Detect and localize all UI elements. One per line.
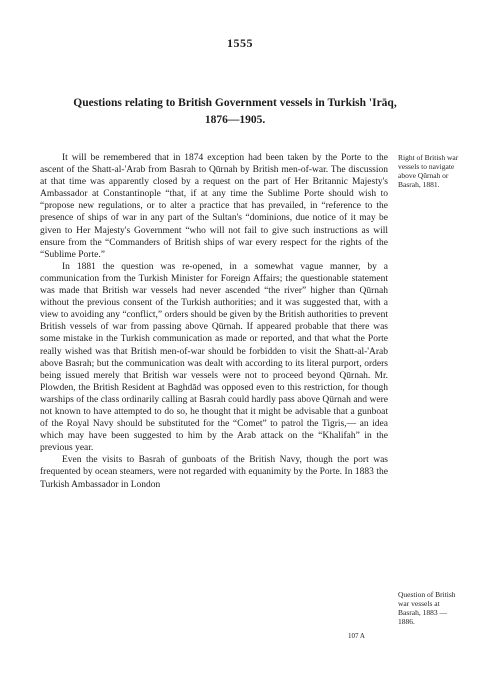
margin-note-1883: Question of British war vessels at Basrah, 1883 —1886. — [398, 590, 456, 626]
page-number: 1555 — [227, 36, 253, 50]
paragraph: In 1881 the question was re-opened, in a somewhat vague manner, by a communication from the Turkish Minister for Foreign Affairs; the questionable statement was made that British war vessels had never ascended “the river” higher than Qūrnah without the previous consent of the Turkish authorities; and it was suggested that, with a view to avoiding any “conflict,” orders should be given by the British authorities to prevent British vessels of war from passing above Qūrnah. If appeared probable that there was some mistake in the Turkish communication as made or reported, and that what the Porte really wished was that British men-of-war should be forbidden to visit the Shatt-al-'Arab above Basrah; but the communication was dealt with according to its literal purport, orders being issued merely that British war vessels were not to proceed beyond Qūrnah. Mr. Plowden, the British Resident at Baghdād was opposed even to this restriction, for though warships of the class ordinarily calling at Basrah could hardly pass above Qūrnah and were not known to have attempted to do so, he thought that it might be advisable that a gunboat of the Royal Navy should be substituted for the “Comet” to patrol the Tigris,— an idea which may have been suggested to him by the Arab attack on the “Khalifah” in the previous year. — [40, 261, 388, 454]
paragraph: It will be remembered that in 1874 exception had been taken by the Porte to the ascent of the Shatt-al-'Arab from Basrah to Qūrnah by British men-of-war. The discussion at that time was apparently closed by a request on the part of Her Britannic Majesty's Ambassador at Constantinople “that, if at any time the Sublime Porte should wish to “propose new regulations, or to alter a practice that has prevailed, in “reference to the presence of ships of war in any part of the Sultan's “dominions, due notice of it may be given to Her Majesty's Government “who will not fail to give such instructions as will ensure from the “Commanders of British ships of war every respect for the rights of the “Sublime Porte.” — [40, 153, 388, 260]
title-line-2: 1876—1905. — [204, 114, 266, 126]
body-text — [40, 152, 388, 491]
page-title — [40, 95, 430, 129]
title-line-1: Questions relating to British Government vessels in Turkish 'Irāq, — [73, 97, 397, 109]
signature-mark: 107 A — [348, 632, 365, 640]
paragraph: Even the visits to Basrah of gunboats of the British Navy, though the port was frequented by ocean steamers, were not regarded with equanimity by the Porte. In 1883 the Turkish Ambassador in London — [40, 455, 388, 490]
margin-note-1881: Right of British war vessels to navigate above Qūrnah or Basrah, 1881. — [398, 153, 459, 189]
